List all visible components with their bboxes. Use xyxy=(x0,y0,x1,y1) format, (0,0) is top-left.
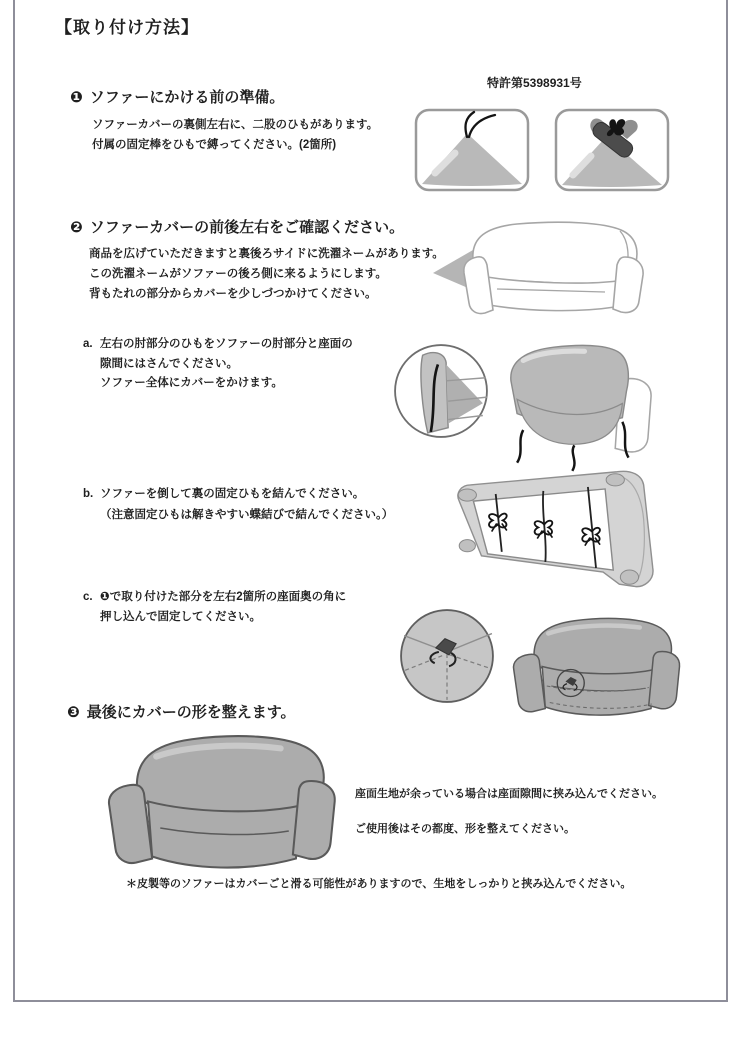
substep-b-line1-text: ソファーを倒して裏の固定ひもを結んでください。 xyxy=(100,488,365,500)
substep-b-label: b. xyxy=(83,488,94,500)
step2-heading-text: ソファーカバーの前後左右をご確認ください。 xyxy=(89,219,405,236)
substep-a-line2: 隙間にはさんでください。 xyxy=(100,357,238,370)
sofa-outline-with-tag-arrow-illustration xyxy=(425,215,660,323)
substep-c xyxy=(83,588,346,627)
step3-heading xyxy=(67,701,296,722)
substep-a-line3: ソファー全体にカバーをかけます。 xyxy=(100,377,283,389)
step2-heading xyxy=(70,216,404,237)
substep-b-line1 xyxy=(83,484,393,505)
finished-covered-sofa-illustration xyxy=(95,727,350,882)
leather-sofa-footnote: ＊皮製等のソファーはカバーごと滑る可能性がありますので、生地をしっかりと挟み込んでください。 xyxy=(126,878,632,890)
sofa-corner-tied-rod-illustration xyxy=(554,108,670,192)
substep-a xyxy=(83,335,353,394)
substep-c-line1 xyxy=(83,588,346,608)
step2-body xyxy=(89,244,444,304)
step2-number-badge: ❷ xyxy=(70,219,83,236)
step1-body-line1: ソファーカバーの裏側左右に、二股のひもがあります。 xyxy=(92,119,379,131)
step3-number-badge: ❸ xyxy=(67,704,80,721)
step3-note1: 座面生地が余っている場合は座面隙間に挟み込んでください。 xyxy=(355,788,663,800)
substep-a-line1 xyxy=(83,335,353,355)
substep-a-label: a. xyxy=(83,338,93,350)
flipped-sofa-tie-strings-illustration xyxy=(443,466,671,594)
step3-note2: ご使用後はその都度、形を整えてください。 xyxy=(355,823,575,835)
step1-body-line2: 付属の固定棒をひもで縛ってください。(2箇所) xyxy=(92,138,337,151)
step1-heading-text: ソファーにかける前の準備。 xyxy=(89,89,285,106)
step2-body-line3: 背もたれの部分からカバーを少しづつかけてください。 xyxy=(89,288,377,300)
patent-number: 特許第5398931号 xyxy=(487,76,582,90)
substep-b xyxy=(83,484,393,525)
sofa-corner-strings-illustration xyxy=(414,108,530,192)
step3-heading-text: 最後にカバーの形を整えます。 xyxy=(86,704,296,721)
sofa-half-covered-illustration xyxy=(492,338,672,476)
substep-b-line2: （注意固定ひもは解きやすい蝶結びで結んでください。） xyxy=(100,508,394,521)
substep-c-line2: 押し込んで固定してください。 xyxy=(100,610,261,623)
step2-body-line2: この洗濯ネームがソファーの後ろ側に来るようにします。 xyxy=(89,268,387,280)
step1-body xyxy=(92,116,378,155)
step1-number-badge: ❶ xyxy=(70,89,83,106)
substep-a-line1-text: 左右の肘部分のひもをソファーの肘部分と座面の xyxy=(100,338,353,350)
substep-c-line1-text: ❶で取り付けた部分を左右2箇所の座面奥の角に xyxy=(100,591,347,603)
armrest-string-detail-circle-illustration xyxy=(392,342,490,440)
step1-heading xyxy=(70,86,284,107)
substep-c-label: c. xyxy=(83,591,93,603)
step2-body-line1: 商品を広げていただきますと裏後ろサイドに洗濯ネームがあります。 xyxy=(89,248,444,260)
covered-sofa-with-highlight-circle-illustration xyxy=(503,608,691,728)
corner-push-in-detail-circle-illustration xyxy=(398,607,496,705)
page-title: 【取り付け方法】 xyxy=(55,18,199,37)
